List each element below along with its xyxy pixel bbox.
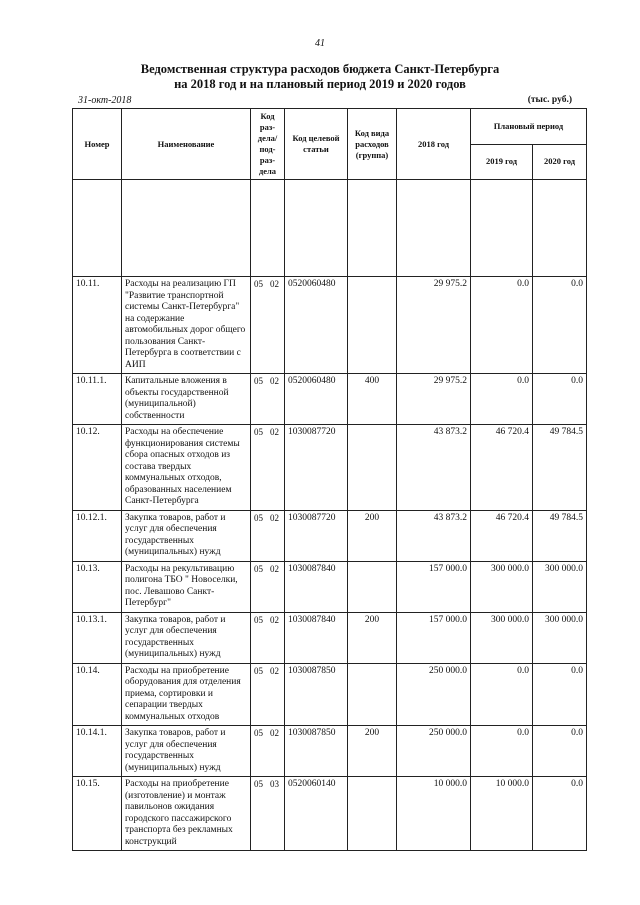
subsection-code-part: 02 (270, 728, 279, 738)
section-code-part: 05 (254, 427, 263, 437)
section-code-part: 05 (254, 779, 263, 789)
table-header (73, 109, 587, 277)
row-amount-2018: 157 000.0 (397, 612, 471, 663)
row-amount-2019: 0.0 (471, 374, 533, 425)
section-code-part: 05 (254, 665, 263, 676)
budget-table (72, 108, 587, 851)
row-amount-2020: 300 000.0 (533, 561, 587, 612)
row-number: 10.12.1. (73, 510, 122, 561)
row-amount-2020: 49 784.5 (533, 510, 587, 561)
row-target-code: 1030087720 (285, 425, 348, 511)
table-row (73, 726, 587, 777)
table-row (73, 425, 587, 511)
section-code-part: 05 (254, 512, 263, 523)
row-amount-2018: 157 000.0 (397, 561, 471, 612)
row-section-code (251, 612, 285, 663)
row-amount-2020: 0.0 (533, 374, 587, 425)
row-amount-2019: 46 720.4 (471, 425, 533, 511)
header-name: Наименование (122, 109, 251, 180)
row-name: Капитальные вложения в объекты государственной (муниципальной) собственности (122, 374, 251, 425)
row-amount-2018: 10 000.0 (397, 777, 471, 851)
page-number: 41 (315, 38, 325, 49)
subsection-code-part: 02 (270, 279, 279, 289)
row-amount-2018: 29 975.2 (397, 277, 471, 374)
row-target-code: 0520060140 (285, 777, 348, 851)
row-target-code: 0520060480 (285, 374, 348, 425)
title-line-1: Ведомственная структура расходов бюджета Санкт-Петербурга (140, 62, 500, 76)
row-target-code: 0520060480 (285, 277, 348, 374)
table-row (73, 561, 587, 612)
row-name: Расходы на обеспечение функционирования системы сбора опасных отходов из состава твердых коммунальных отходов, образованных населением Санкт-Петербурга (122, 425, 251, 511)
row-expense-type (348, 277, 397, 374)
row-target-code: 1030087850 (285, 663, 348, 726)
table-row (73, 374, 587, 425)
row-section-code (251, 374, 285, 425)
table-body (73, 277, 587, 851)
row-expense-type: 200 (348, 726, 397, 777)
row-amount-2020: 0.0 (533, 663, 587, 726)
row-amount-2019: 0.0 (471, 663, 533, 726)
row-expense-type (348, 777, 397, 851)
row-target-code: 1030087840 (285, 561, 348, 612)
row-section-code (251, 510, 285, 561)
section-code-part: 05 (254, 563, 263, 574)
row-target-code: 1030087840 (285, 612, 348, 663)
row-number: 10.13. (73, 561, 122, 612)
document-date: 31-окт-2018 (78, 95, 132, 106)
row-expense-type (348, 561, 397, 612)
row-target-code: 1030087850 (285, 726, 348, 777)
title-line-2: на 2018 год и на плановый период 2019 и 2020 годов (174, 77, 466, 91)
subsection-code-part: 02 (270, 376, 279, 386)
row-number: 10.13.1. (73, 612, 122, 663)
row-section-code (251, 663, 285, 726)
row-name: Расходы на рекультивацию полигона ТБО " Новоселки, пос. Левашово Санкт-Петербург" (122, 561, 251, 612)
row-target-code: 1030087720 (285, 510, 348, 561)
row-expense-type (348, 663, 397, 726)
row-amount-2020: 300 000.0 (533, 612, 587, 663)
row-number: 10.12. (73, 425, 122, 511)
subsection-code-part: 03 (270, 779, 279, 789)
header-planned-period: Плановый период (471, 109, 587, 145)
row-amount-2019: 0.0 (471, 726, 533, 777)
header-expense-type-code: Код вида расходов (группа) (348, 109, 397, 180)
row-name: Расходы на реализацию ГП "Развитие транспортной системы Санкт-Петербурга" на содержание автомобильных дорог общего пользования Санкт-Петербурга в соответствии с АИП (122, 277, 251, 374)
row-amount-2020: 49 784.5 (533, 425, 587, 511)
subsection-code-part: 02 (270, 427, 279, 437)
row-number: 10.15. (73, 777, 122, 851)
row-section-code (251, 425, 285, 511)
header-number: Номер (73, 109, 122, 180)
units-label: (тыс. руб.) (527, 95, 572, 105)
row-name: Закупка товаров, работ и услуг для обеспечения государственных (муниципальных) нужд (122, 726, 251, 777)
header-2019: 2019 год (471, 144, 533, 180)
row-amount-2018: 43 873.2 (397, 510, 471, 561)
row-expense-type: 200 (348, 612, 397, 663)
row-number: 10.11. (73, 277, 122, 374)
row-amount-2019: 300 000.0 (471, 612, 533, 663)
table-row (73, 612, 587, 663)
row-section-code (251, 726, 285, 777)
row-amount-2019: 46 720.4 (471, 510, 533, 561)
row-amount-2018: 43 873.2 (397, 425, 471, 511)
row-name: Закупка товаров, работ и услуг для обеспечения государственных (муниципальных) нужд (122, 612, 251, 663)
header-2018: 2018 год (397, 109, 471, 180)
row-amount-2019: 10 000.0 (471, 777, 533, 851)
section-code-part: 05 (254, 614, 263, 625)
row-amount-2020: 0.0 (533, 726, 587, 777)
row-expense-type: 200 (348, 510, 397, 561)
row-number: 10.11.1. (73, 374, 122, 425)
table-row (73, 510, 587, 561)
row-amount-2020: 0.0 (533, 277, 587, 374)
subsection-code-part: 02 (270, 512, 279, 523)
table-row (73, 663, 587, 726)
row-amount-2020: 0.0 (533, 777, 587, 851)
subsection-code-part: 02 (270, 614, 279, 625)
subsection-code-part: 02 (270, 665, 279, 676)
row-amount-2019: 300 000.0 (471, 561, 533, 612)
header-section-code: Код раз-дела/ под-раз-дела (251, 109, 285, 180)
row-expense-type (348, 425, 397, 511)
row-number: 10.14. (73, 663, 122, 726)
section-code-part: 05 (254, 376, 263, 386)
section-code-part: 05 (254, 279, 263, 289)
row-expense-type: 400 (348, 374, 397, 425)
row-section-code (251, 777, 285, 851)
header-spacer-row (73, 180, 587, 277)
subsection-code-part: 02 (270, 563, 279, 574)
row-section-code (251, 277, 285, 374)
row-name: Расходы на приобретение оборудования для отделения приема, сортировки и сепарации твердых коммунальных отходов (122, 663, 251, 726)
header-2020: 2020 год (533, 144, 587, 180)
document-title (0, 62, 640, 92)
row-amount-2018: 29 975.2 (397, 374, 471, 425)
row-name: Закупка товаров, работ и услуг для обеспечения государственных (муниципальных) нужд (122, 510, 251, 561)
section-code-part: 05 (254, 728, 263, 738)
row-amount-2018: 250 000.0 (397, 726, 471, 777)
row-name: Расходы на приобретение (изготовление) и монтаж павильонов ожидания городского пассажирского транспорта без рекламных конструкций (122, 777, 251, 851)
header-target-code: Код целевой статьи (285, 109, 348, 180)
table-row (73, 277, 587, 374)
row-section-code (251, 561, 285, 612)
row-number: 10.14.1. (73, 726, 122, 777)
table-row (73, 777, 587, 851)
row-amount-2019: 0.0 (471, 277, 533, 374)
row-amount-2018: 250 000.0 (397, 663, 471, 726)
